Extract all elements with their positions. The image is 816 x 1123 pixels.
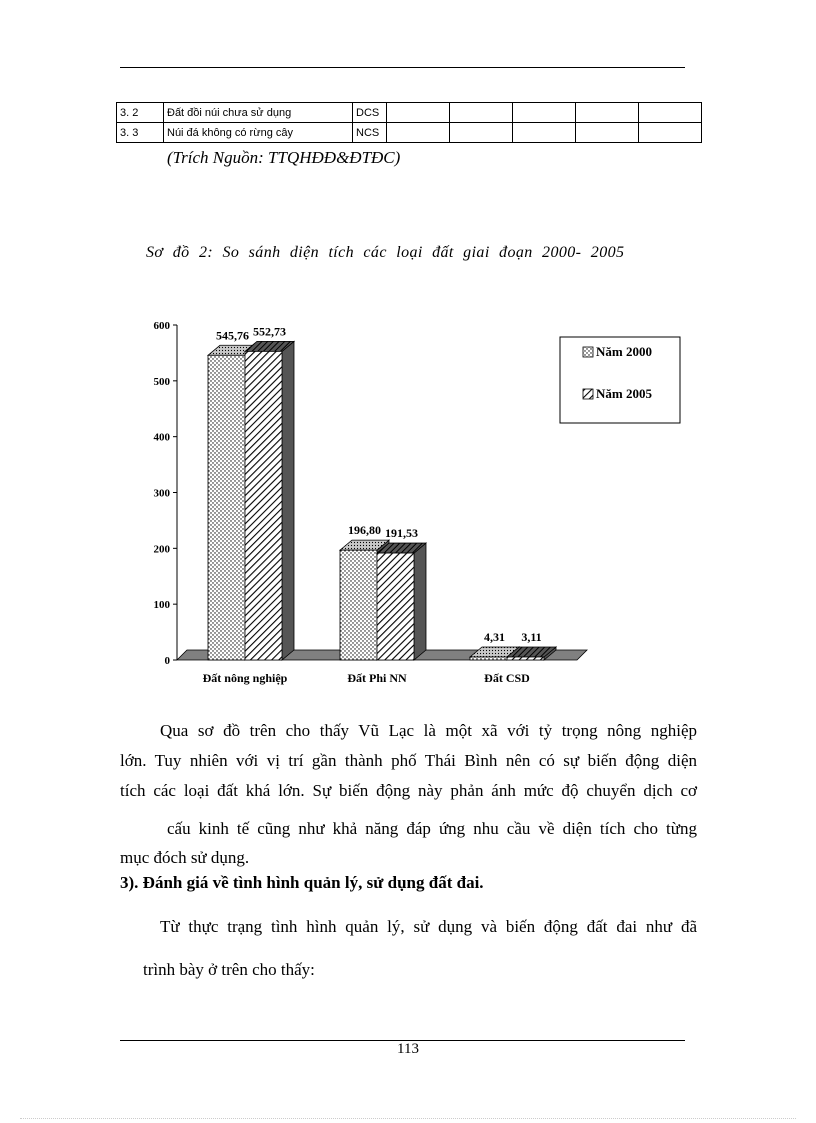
legend-swatch (583, 347, 593, 357)
paragraph-3: mục đóch sử dụng. (120, 848, 250, 867)
paragraph-1-line-1: Qua sơ đồ trên cho thấy Vũ Lạc là một xã với tỷ trọng nông nghiệp (160, 721, 697, 740)
empty-cell (513, 123, 576, 143)
empty-cell (387, 103, 450, 123)
y-tick-label: 100 (153, 599, 170, 612)
empty-cell (450, 123, 513, 143)
empty-cell (576, 123, 639, 143)
legend-label: Năm 2000 (596, 344, 652, 359)
header-rule (120, 67, 685, 68)
data-label: 196,80 (348, 523, 381, 538)
data-label: 3,11 (521, 630, 542, 644)
paragraph-5: trình bày ở trên cho thấy: (143, 960, 315, 979)
empty-cell (387, 123, 450, 143)
bar (340, 550, 377, 660)
row-number: 3. 3 (117, 123, 164, 143)
paragraph-1-line-3: tích các loại đất khá lớn. Sự biến động này phản ánh mức độ chuyển dịch cơ (120, 781, 697, 800)
paragraph-4: Từ thực trạng tình hình quản lý, sử dụng và biến động đất đai như đã (160, 917, 697, 936)
category-label: Đất Phi NN (347, 671, 407, 685)
land-code: DCS (353, 103, 387, 123)
category-label: Đất CSD (484, 671, 530, 685)
land-code: NCS (353, 123, 387, 143)
bar-chart (140, 310, 700, 695)
empty-cell (639, 103, 702, 123)
bar (377, 553, 414, 660)
land-type: Đất đồi núi chưa sử dụng (164, 103, 353, 123)
section-heading: 3). Đánh giá về tình hình quản lý, sử dụng đất đai. (120, 873, 484, 892)
empty-cell (450, 103, 513, 123)
data-label: 552,73 (253, 324, 286, 339)
y-tick-label: 200 (153, 543, 170, 556)
paragraph-1 (120, 716, 697, 806)
y-tick-label: 300 (153, 487, 170, 500)
page-number: 113 (397, 1041, 419, 1057)
data-label: 191,53 (385, 526, 418, 541)
page-bottom-edge (20, 1118, 796, 1119)
paragraph-2: cấu kinh tế cũng như khả năng đáp ứng nhu cầu về diện tích cho từng (167, 819, 697, 838)
table-row (117, 103, 702, 123)
bar-side (282, 341, 294, 660)
y-tick-label: 600 (153, 320, 170, 332)
y-tick-label: 0 (164, 655, 170, 667)
y-tick-label: 500 (153, 375, 170, 388)
empty-cell (639, 123, 702, 143)
land-type: Núi đá không có rừng cây (164, 123, 353, 143)
bar (470, 657, 507, 660)
table-row (117, 123, 702, 143)
bar (208, 355, 245, 660)
paragraph-1-line-2: lớn. Tuy nhiên với vị trí gần thành phố Thái Bình nên có sự biến động diện (120, 751, 697, 770)
y-tick-label: 400 (153, 431, 170, 444)
empty-cell (576, 103, 639, 123)
data-label: 545,76 (216, 328, 249, 343)
land-table (116, 102, 702, 143)
empty-cell (513, 103, 576, 123)
legend-swatch (583, 389, 593, 399)
bar (245, 351, 282, 660)
row-number: 3. 2 (117, 103, 164, 123)
bar (507, 657, 544, 660)
legend-label: Năm 2005 (596, 386, 652, 401)
data-label: 4,31 (484, 630, 505, 644)
chart-title: Sơ đồ 2: So sánh diện tích các loại đất giai đoạn 2000- 2005 (146, 244, 625, 261)
bar-side (414, 543, 426, 660)
source-note: (Trích Nguồn: TTQHĐĐ&ĐTĐC) (167, 148, 401, 167)
category-label: Đất nông nghiệp (202, 671, 288, 685)
